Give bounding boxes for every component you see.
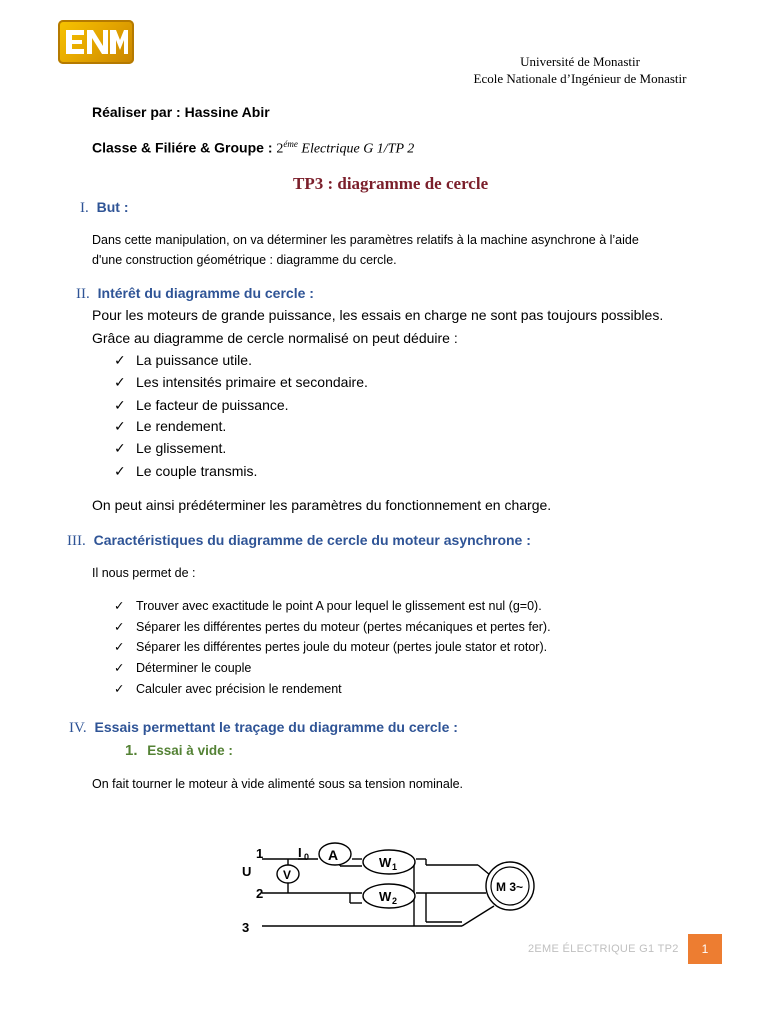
voltmeter-label: V xyxy=(283,868,292,882)
class-label: Classe & Filiére & Groupe : xyxy=(92,139,277,156)
list-item: Le rendement. xyxy=(136,418,227,434)
section-2-title: Intérêt du diagramme du cercle : xyxy=(97,285,314,301)
section-1-line-1: Dans cette manipulation, on va déterminer les paramètres relatifs à la machine asynchrone à l’aide xyxy=(92,233,639,247)
wattmeter-1-sub: 1 xyxy=(392,862,398,872)
list-item: Le glissement. xyxy=(136,440,227,456)
section-3-item xyxy=(114,619,551,634)
section-3-intro: Il nous permet de : xyxy=(92,566,196,580)
list-item: Trouver avec exactitude le point A pour lequel le glissement est nul (g=0). xyxy=(136,599,542,613)
section-3-numeral: III. xyxy=(67,533,86,549)
motor-label: M 3~ xyxy=(496,880,524,894)
wattmeter-2-label: W xyxy=(379,889,392,904)
terminal-1-label: 1 xyxy=(256,846,264,861)
list-item: Séparer les différentes pertes joule du moteur (pertes joule stator et rotor). xyxy=(136,640,548,654)
section-2-conclusion: On peut ainsi prédéterminer les paramètres du fonctionnement en charge. xyxy=(92,497,552,513)
checkmark-icon: ✓ xyxy=(114,464,126,480)
section-2-item xyxy=(114,374,368,391)
class-line xyxy=(92,139,414,158)
checkmark-icon: ✓ xyxy=(114,681,125,696)
enim-logo xyxy=(58,20,134,64)
checkmark-icon: ✓ xyxy=(114,375,126,391)
section-2-item xyxy=(114,440,226,457)
section-3-item xyxy=(114,681,342,696)
section-1-line-2: d'une construction géométrique : diagramme du cercle. xyxy=(92,253,397,267)
author-label: Réaliser par : xyxy=(92,104,185,120)
checkmark-icon: ✓ xyxy=(114,619,125,634)
section-1-numeral: I. xyxy=(80,200,89,216)
section-2-line-1: Pour les moteurs de grande puissance, les essais en charge ne sont pas toujours possibles. xyxy=(92,307,664,323)
section-2-line-2: Grâce au diagramme de cercle normalisé on peut déduire : xyxy=(92,330,458,346)
list-item: Les intensités primaire et secondaire. xyxy=(136,374,368,390)
subsection-1-title: Essai à vide : xyxy=(147,743,233,758)
checkmark-icon: ✓ xyxy=(114,419,126,435)
voltage-label: U xyxy=(242,864,252,879)
section-3-heading xyxy=(67,532,531,550)
checkmark-icon: ✓ xyxy=(114,353,126,369)
list-item: Déterminer le couple xyxy=(136,661,252,675)
subsection-1-text: On fait tourner le moteur à vide alimenté sous sa tension nominale. xyxy=(92,777,464,791)
checkmark-icon: ✓ xyxy=(114,398,126,414)
wattmeter-1-label: W xyxy=(379,855,392,870)
page-number: 1 xyxy=(688,934,722,964)
section-1-heading xyxy=(80,199,129,217)
list-item: La puissance utile. xyxy=(136,352,252,368)
footer-text: 2EME ÉLECTRIQUE G1 TP2 xyxy=(528,943,679,955)
ammeter-label: A xyxy=(328,847,339,863)
section-4-title: Essais permettant le traçage du diagramme du cercle : xyxy=(94,719,458,735)
terminal-3-label: 3 xyxy=(242,920,250,935)
checkmark-icon: ✓ xyxy=(114,660,125,675)
section-1-title: But : xyxy=(96,199,129,215)
section-4-numeral: IV. xyxy=(69,720,87,736)
section-2-heading xyxy=(76,285,314,303)
section-2-item xyxy=(114,397,289,414)
circuit-diagram xyxy=(236,838,536,938)
list-item: Le facteur de puissance. xyxy=(136,397,289,413)
university-name: Université de Monastir xyxy=(520,54,640,69)
list-item: Le couple transmis. xyxy=(136,463,258,479)
author-name: Hassine Abir xyxy=(184,104,270,120)
author-line xyxy=(92,104,270,120)
document-title: TP3 : diagramme de cercle xyxy=(293,174,489,193)
section-2-item xyxy=(114,418,226,435)
section-2-item xyxy=(114,352,252,369)
checkmark-icon: ✓ xyxy=(114,441,126,457)
section-3-title: Caractéristiques du diagramme de cercle du moteur asynchrone : xyxy=(93,532,531,548)
checkmark-icon: ✓ xyxy=(114,639,125,654)
section-3-item xyxy=(114,598,542,613)
checkmark-icon: ✓ xyxy=(114,598,125,613)
subsection-1-heading xyxy=(125,742,233,759)
list-item: Séparer les différentes pertes du moteur (pertes mécaniques et pertes fer). xyxy=(136,620,551,634)
current-sub: 0 xyxy=(304,852,310,862)
enim-logo-icon xyxy=(58,20,134,64)
class-sup: éme xyxy=(283,139,298,149)
section-2-numeral: II. xyxy=(76,286,90,302)
current-label: I xyxy=(298,845,302,860)
class-year: 2 xyxy=(276,141,284,157)
terminal-2-label: 2 xyxy=(256,886,264,901)
school-name: Ecole Nationale d’Ingénieur de Monastir xyxy=(473,71,687,86)
section-4-heading xyxy=(69,719,458,737)
subsection-1-numeral: 1. xyxy=(125,742,138,759)
class-value: Electrique G 1/TP 2 xyxy=(297,141,415,157)
section-2-item xyxy=(114,463,257,480)
section-3-item xyxy=(114,639,547,654)
wattmeter-2-sub: 2 xyxy=(392,896,398,906)
list-item: Calculer avec précision le rendement xyxy=(136,682,342,696)
section-3-item xyxy=(114,660,251,675)
